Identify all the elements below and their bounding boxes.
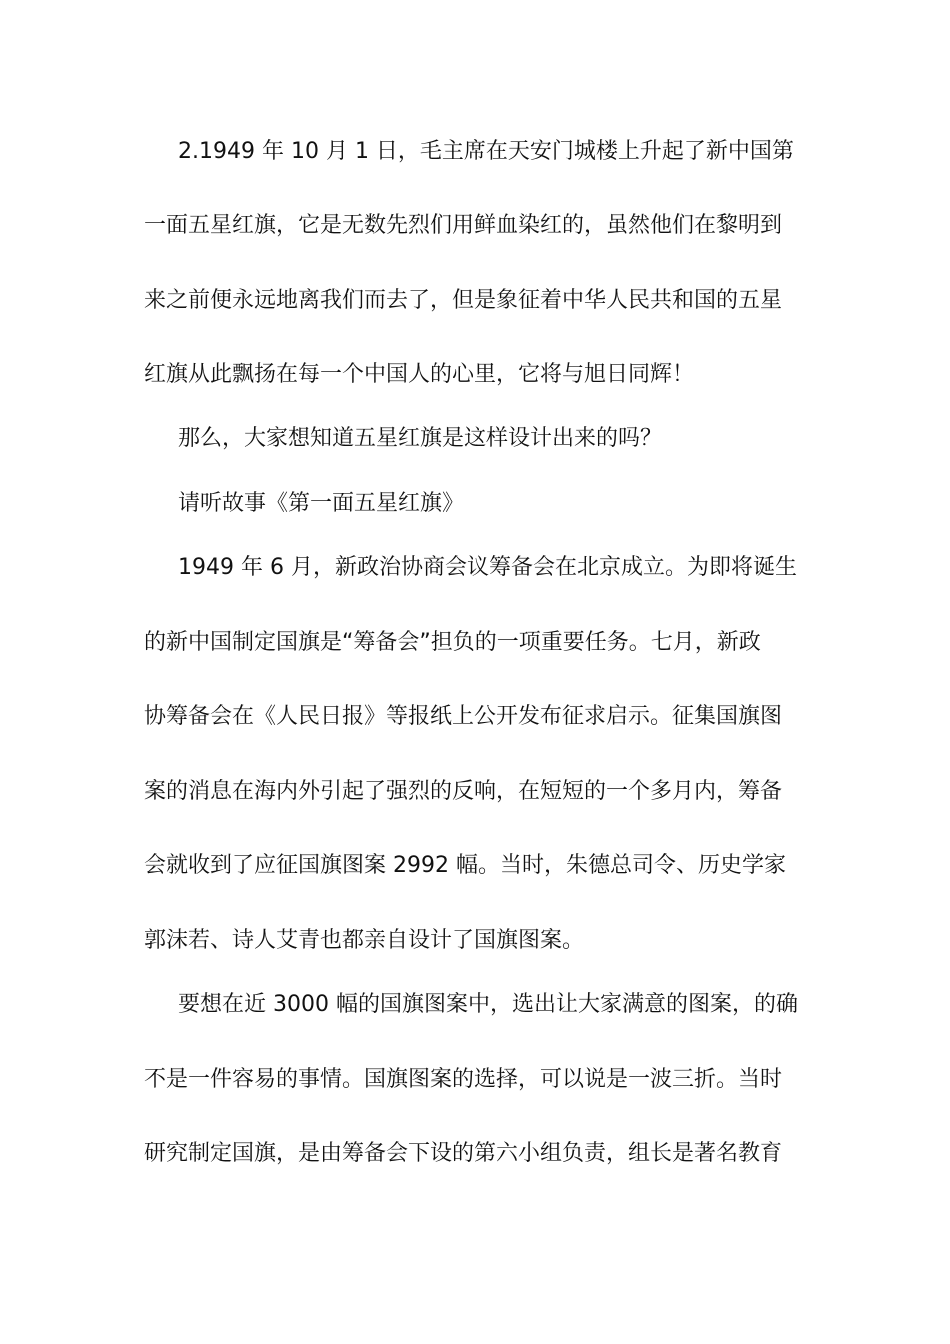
paragraph-5-line-1: 要想在近 3000 幅的国旗图案中，选出让大家满意的图案，的确 [178,992,798,1017]
paragraph-1-line-2: 一面五星红旗，它是无数先烈们用鲜血染红的，虽然他们在黎明到 [144,213,783,238]
paragraph-4-line-5: 会就收到了应征国旗图案 2992 幅。当时，朱德总司令、历史学家 [144,853,786,878]
paragraph-4-line-1: 1949 年 6 月，新政治协商会议筹备会在北京成立。为即将诞生 [178,555,797,580]
paragraph-1-line-1: 2.1949 年 10 月 1 日，毛主席在天安门城楼上升起了新中国第 [178,139,794,164]
paragraph-1-line-4: 红旗从此飘扬在每一个中国人的心里，它将与旭日同辉！ [144,362,695,387]
paragraph-4-line-6: 郭沫若、诗人艾青也都亲自设计了国旗图案。 [144,928,585,953]
paragraph-4-line-4: 案的消息在海内外引起了强烈的反响，在短短的一个多月内，筹备 [144,779,783,804]
paragraph-4-line-2: 的新中国制定国旗是“筹备会”担负的一项重要任务。七月，新政 [144,630,761,655]
paragraph-1-line-3: 来之前便永远地离我们而去了，但是象征着中华人民共和国的五星 [144,288,783,313]
paragraph-4-line-3: 协筹备会在《人民日报》等报纸上公开发布征求启示。征集国旗图 [144,704,783,729]
paragraph-5-line-2: 不是一件容易的事情。国旗图案的选择，可以说是一波三折。当时 [144,1067,783,1092]
paragraph-5-line-3: 研究制定国旗，是由筹备会下设的第六小组负责，组长是著名教育 [144,1141,783,1166]
paragraph-3: 请听故事《第一面五星红旗》 [178,491,465,516]
paragraph-2: 那么，大家想知道五星红旗是这样设计出来的吗？ [178,426,663,451]
